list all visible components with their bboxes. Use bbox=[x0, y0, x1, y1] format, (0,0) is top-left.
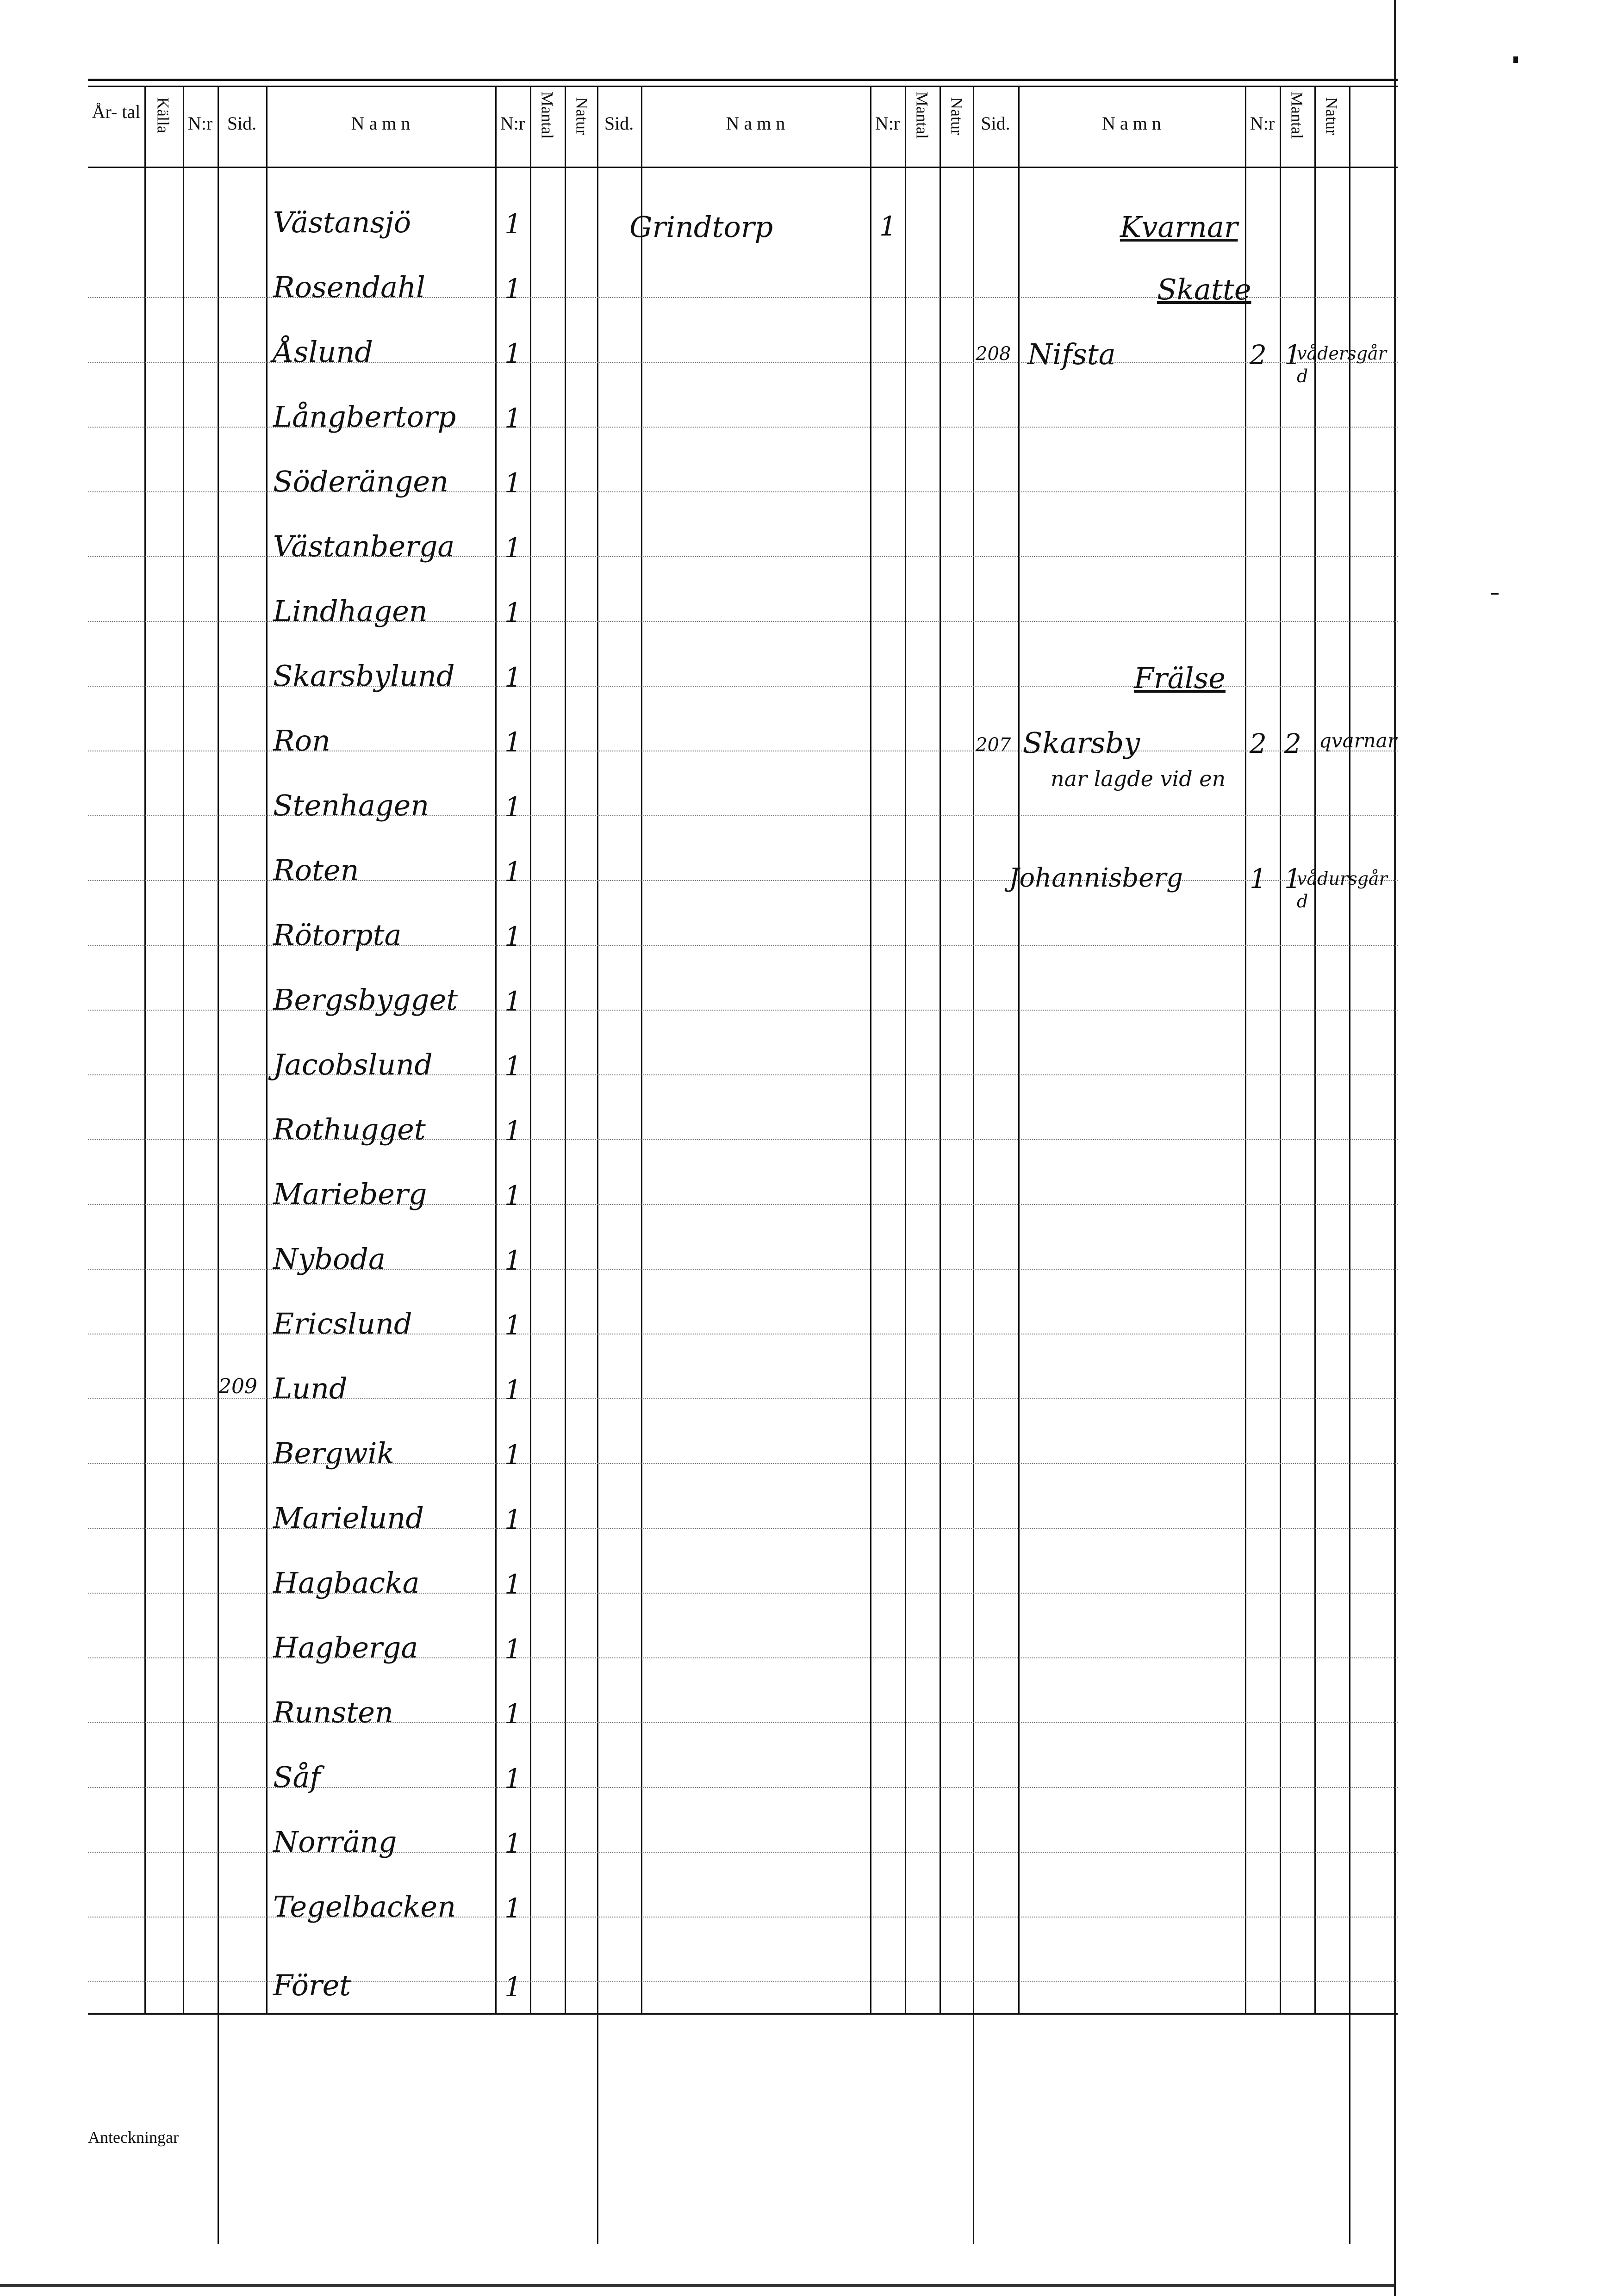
entry-natur: qvarnar bbox=[1319, 729, 1397, 752]
entry-name: Lindhagen bbox=[273, 594, 428, 628]
entry-mantal: 1 bbox=[1284, 863, 1301, 894]
header-artal: År- tal bbox=[92, 101, 141, 122]
entry-nr: 1 bbox=[504, 532, 522, 564]
col-divider bbox=[940, 86, 941, 2013]
entry-name: Västanberga bbox=[273, 529, 455, 563]
entry-nr: 1 bbox=[504, 1569, 522, 1600]
entry-nr: 2 bbox=[1250, 339, 1267, 371]
entry-nr: 1 bbox=[504, 1698, 522, 1730]
entry-name: Johannisberg bbox=[1009, 863, 1183, 893]
entry-name: Skarsbylund bbox=[273, 659, 455, 693]
header-natur: Natur bbox=[572, 97, 591, 135]
header-mantal: Mantal bbox=[538, 92, 557, 139]
entry-name: Rötorpta bbox=[273, 918, 402, 952]
entry-name: Nyboda bbox=[273, 1242, 386, 1276]
entry-nr: 1 bbox=[504, 986, 522, 1017]
entry-name: Bergsbygget bbox=[273, 983, 458, 1017]
entry-nr: 1 bbox=[504, 791, 522, 823]
entry-nr: 1 bbox=[504, 921, 522, 952]
entry-nr: 1 bbox=[504, 338, 522, 369]
section-divider bbox=[973, 86, 974, 2244]
entry-name: Ron bbox=[273, 724, 330, 757]
entry-nr: 1 bbox=[504, 1504, 522, 1535]
entry-nr: 1 bbox=[504, 1828, 522, 1859]
entry-nr: 1 bbox=[504, 1893, 522, 1924]
entry-name: Hagberga bbox=[273, 1631, 418, 1664]
section-heading: Kvarnar bbox=[1120, 210, 1238, 244]
entry-name: Föret bbox=[273, 1968, 351, 2002]
entry-sid: 207 bbox=[976, 734, 1011, 756]
entry-nr: 1 bbox=[504, 662, 522, 693]
entry-name: Ericslund bbox=[273, 1307, 412, 1340]
entry-name: Lund bbox=[273, 1371, 348, 1405]
col-divider bbox=[144, 86, 146, 2013]
col-divider bbox=[1018, 86, 1020, 2013]
entry-nr: 1 bbox=[504, 208, 522, 240]
header-nr: N:r bbox=[875, 113, 900, 134]
entry-note: nar lagde vid en bbox=[1051, 766, 1226, 791]
col-divider bbox=[1245, 86, 1246, 2013]
entry-name: Åslund bbox=[273, 335, 373, 369]
header-sid: Sid. bbox=[227, 113, 257, 134]
entry-name: Hagbacka bbox=[273, 1566, 420, 1600]
table-bottom-rule bbox=[88, 2013, 1398, 2015]
col-divider bbox=[870, 86, 871, 2013]
entry-name: Rosendahl bbox=[273, 270, 425, 304]
entry-name: Nifsta bbox=[1027, 337, 1116, 371]
header-bottom-rule bbox=[88, 167, 1398, 168]
entry-name: Roten bbox=[273, 853, 359, 887]
entry-name: Jacobslund bbox=[273, 1048, 433, 1081]
header-mantal: Mantal bbox=[1288, 92, 1307, 139]
entry-name: Långbertorp bbox=[273, 400, 456, 434]
entry-nr: 1 bbox=[504, 597, 522, 628]
entry-nr: 1 bbox=[504, 1971, 522, 2003]
header-nr: N:r bbox=[1250, 113, 1275, 134]
header-nr: N:r bbox=[500, 113, 525, 134]
top-double-rule bbox=[88, 79, 1398, 81]
entry-nr: 1 bbox=[504, 1115, 522, 1147]
entry-name: Norräng bbox=[273, 1825, 397, 1859]
col-divider bbox=[565, 86, 566, 2013]
entry-nr: 1 bbox=[504, 1180, 522, 1211]
entry-name: Runsten bbox=[273, 1695, 393, 1729]
section-heading: Skatte bbox=[1157, 273, 1251, 306]
ledger-form bbox=[88, 79, 1398, 2244]
header-namn: N a m n bbox=[726, 113, 785, 134]
col-divider bbox=[495, 86, 497, 2013]
entry-nr: 1 bbox=[504, 1374, 522, 1406]
notes-label: Anteckningar bbox=[88, 2128, 179, 2147]
entry-nr: 1 bbox=[504, 467, 522, 499]
entry-name: Tegelbacken bbox=[273, 1890, 456, 1924]
section-heading: Frälse bbox=[1134, 661, 1226, 695]
entry-nr: 1 bbox=[504, 1245, 522, 1276]
header-mantal: Mantal bbox=[913, 92, 932, 139]
entry-nr: 1 bbox=[1250, 863, 1267, 894]
entry-name: Västansjö bbox=[273, 205, 411, 239]
entry-nr: 1 bbox=[504, 1309, 522, 1341]
header-kalla: Källa bbox=[154, 97, 173, 133]
entry-sid: 209 bbox=[218, 1375, 257, 1398]
margin-tick bbox=[1491, 593, 1499, 595]
col-divider bbox=[1280, 86, 1281, 2013]
col-divider bbox=[266, 86, 268, 2013]
entry-nr: 1 bbox=[504, 403, 522, 434]
entry-natur: vådursgård bbox=[1297, 869, 1388, 912]
header-nr: N:r bbox=[187, 113, 213, 134]
header-sid: Sid. bbox=[981, 113, 1010, 134]
entry-name: Skarsby bbox=[1023, 726, 1140, 760]
col-divider bbox=[905, 86, 906, 2013]
header-natur: Natur bbox=[947, 97, 966, 135]
header-sid: Sid. bbox=[604, 113, 634, 134]
top-rule-2 bbox=[88, 86, 1398, 87]
col-divider bbox=[641, 86, 642, 2013]
entry-sid: 208 bbox=[976, 343, 1011, 365]
entry-name: Söderängen bbox=[273, 465, 449, 498]
entry-name: Stenhagen bbox=[273, 788, 429, 822]
entry-nr: 1 bbox=[504, 1763, 522, 1794]
entry-nr: 1 bbox=[504, 1633, 522, 1665]
entry-nr: 1 bbox=[504, 1050, 522, 1082]
entry-nr: 1 bbox=[504, 726, 522, 758]
entry-name: Bergwik bbox=[273, 1436, 395, 1470]
header-namn: N a m n bbox=[351, 113, 411, 134]
entry-name: Grindtorp bbox=[629, 210, 773, 244]
entry-nr: 1 bbox=[504, 273, 522, 304]
section-divider bbox=[597, 86, 598, 2244]
corner-mark bbox=[1513, 56, 1518, 63]
header-natur: Natur bbox=[1322, 97, 1341, 135]
entry-nr: 1 bbox=[504, 1439, 522, 1471]
entry-name: Marielund bbox=[273, 1501, 424, 1535]
col-divider bbox=[530, 86, 531, 2013]
bottom-rule bbox=[0, 2284, 1394, 2287]
entry-name: Marieberg bbox=[273, 1177, 427, 1211]
col-divider bbox=[218, 86, 219, 2244]
entry-name: Såf bbox=[273, 1760, 321, 1794]
entry-nr: 1 bbox=[879, 211, 896, 242]
entry-nr: 1 bbox=[504, 856, 522, 887]
col-divider bbox=[1349, 86, 1350, 2244]
header-namn: N a m n bbox=[1102, 113, 1161, 134]
entry-natur: vådersgård bbox=[1297, 343, 1387, 387]
entry-mantal: 1 bbox=[1284, 339, 1301, 371]
col-divider bbox=[183, 86, 184, 2013]
entry-name: Rothugget bbox=[273, 1112, 426, 1146]
entry-nr: 2 bbox=[1250, 728, 1267, 759]
entry-mantal: 2 bbox=[1284, 728, 1301, 759]
